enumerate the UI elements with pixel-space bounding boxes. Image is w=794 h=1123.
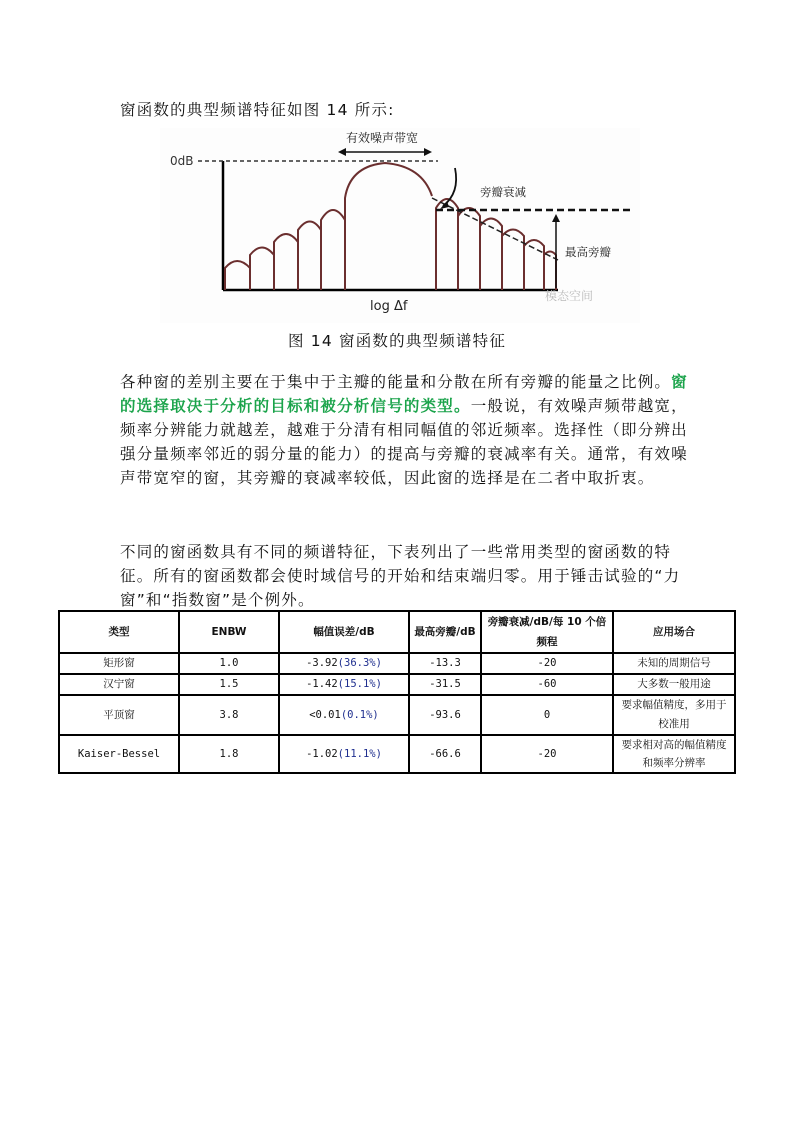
intro-text: 窗函数的典型频谱特征如图 14 所示: [120, 101, 395, 119]
x-axis-label: log Δf [370, 299, 408, 314]
cell-type: 矩形窗 [59, 653, 179, 674]
cell-rolloff: -20 [481, 653, 613, 674]
cell-amplitude-error: -1.42(15.1%) [279, 674, 409, 695]
table-header-row [59, 611, 735, 653]
table-row [59, 674, 735, 695]
cell-application: 要求幅值精度，多用于校准用 [613, 695, 735, 735]
figure-caption: 图 14 窗函数的典型频谱特征 [287, 332, 507, 350]
cell-enbw: 1.8 [179, 735, 279, 773]
highest-sidelobe-label: 最高旁瓣 [565, 245, 611, 259]
cell-application: 要求相对高的幅值精度和频率分辨率 [613, 735, 735, 773]
cell-amplitude-error: -1.02(11.1%) [279, 735, 409, 773]
cell-rolloff: -20 [481, 735, 613, 773]
enbw-label: 有效噪声带宽 [346, 131, 419, 145]
header-application: 应用场合 [613, 611, 735, 653]
paragraph-text: 一般说，有效噪声频带越宽，频率分辨能力就越差，越难于分清有相同幅值的邻近频率。选择性（即分辨出强分量频率邻近的弱分量的能力）的提高与旁瓣的衰减率有关。通常，有效噪声带宽窄的窗，其旁瓣的衰减率较低，因此窗的选择是在二者中取折衷。 [120, 397, 688, 487]
header-enbw: ENBW [179, 611, 279, 653]
header-highest-sidelobe: 最高旁瓣/dB [409, 611, 481, 653]
cell-application: 大多数一般用途 [613, 674, 735, 695]
watermark: 模态空间 [545, 289, 594, 303]
table-row [59, 695, 735, 735]
right-sidelobes [436, 199, 556, 290]
cell-type: Kaiser-Bessel [59, 735, 179, 773]
cell-amplitude-error: <0.01(0.1%) [279, 695, 409, 735]
cell-highest-sidelobe: -66.6 [409, 735, 481, 773]
left-sidelobes [225, 210, 345, 290]
cell-type: 平顶窗 [59, 695, 179, 735]
table-row [59, 653, 735, 674]
highlighted-sentence: 窗的选择取决于分析的目标和被分析信号的类型。 [120, 373, 688, 415]
cell-enbw: 1.0 [179, 653, 279, 674]
cell-enbw: 1.5 [179, 674, 279, 695]
rolloff-line [432, 198, 558, 260]
header-sidelobe-rolloff: 旁瓣衰减/dB/每 10 个倍频程 [481, 611, 613, 653]
spectrum-diagram [160, 128, 640, 323]
main-lobe [345, 163, 432, 290]
cell-highest-sidelobe: -93.6 [409, 695, 481, 735]
cell-application: 未知的周期信号 [613, 653, 735, 674]
paragraph-window-types: 不同的窗函数具有不同的频谱特征，下表列出了一些常用类型的窗函数的特征。所有的窗函数都会使时域信号的开始和结束端归零。用于锤击试验的“力窗”和“指数窗”是个例外。 [120, 543, 681, 609]
table-row [59, 735, 735, 773]
cell-highest-sidelobe: -13.3 [409, 653, 481, 674]
zero-db-label: 0dB [170, 154, 194, 168]
header-amplitude-error: 幅值误差/dB [279, 611, 409, 653]
cell-highest-sidelobe: -31.5 [409, 674, 481, 695]
header-type: 类型 [59, 611, 179, 653]
cell-rolloff: -60 [481, 674, 613, 695]
paragraph-text: 各种窗的差别主要在于集中于主瓣的能量和分散在所有旁瓣的能量之比例。 [120, 373, 672, 391]
paragraph-window-selection [120, 370, 700, 490]
cell-rolloff: 0 [481, 695, 613, 735]
cell-enbw: 3.8 [179, 695, 279, 735]
rolloff-label: 旁瓣衰减 [480, 185, 526, 199]
window-spectrum-figure [160, 128, 640, 323]
cell-amplitude-error: -3.92(36.3%) [279, 653, 409, 674]
window-function-table [58, 610, 736, 774]
cell-type: 汉宁窗 [59, 674, 179, 695]
